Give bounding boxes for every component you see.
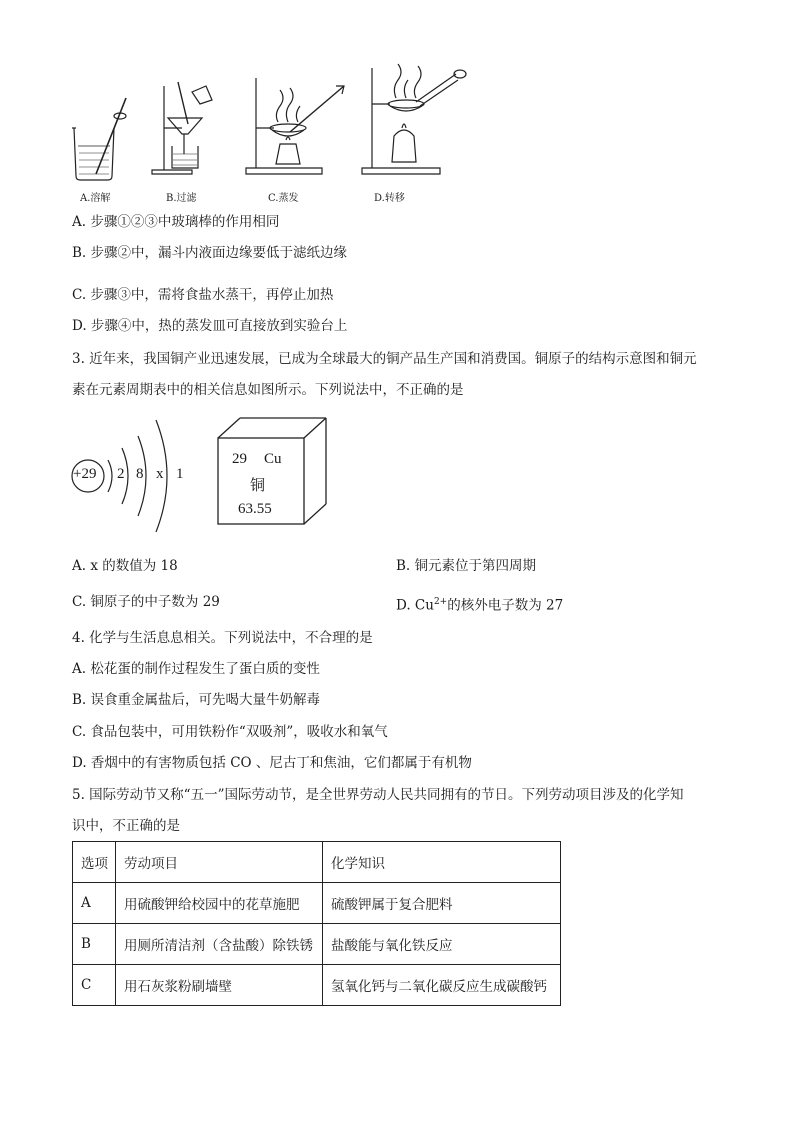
atomic-number: 29 <box>232 451 247 467</box>
q4-option-b: B. 误食重金属盐后，可先喝大量牛奶解毒 <box>72 692 321 708</box>
shell-4-count: 1 <box>176 466 184 482</box>
q4-option-a: A. 松花蛋的制作过程发生了蛋白质的变性 <box>72 661 320 677</box>
evaporation-drawing <box>246 78 344 174</box>
table-row <box>73 883 561 924</box>
table-cell: B <box>73 924 116 965</box>
header-option: 选项 <box>73 842 116 883</box>
nucleus-charge: +29 <box>73 466 97 482</box>
transfer-drawing <box>362 64 466 174</box>
q3-option-d-prefix: D. Cu <box>396 597 434 614</box>
table-cell: 用厕所清洁剂（含盐酸）除铁锈 <box>116 924 323 965</box>
q3-stem-line2: 素在元素周期表中的相关信息如图所示。下列说法中，不正确的是 <box>72 382 464 398</box>
caption-filter: B.过滤 <box>166 193 197 204</box>
q3-option-d-suffix: 的核外电子数为 27 <box>447 597 564 614</box>
copper-element-cube <box>214 414 330 530</box>
element-symbol: Cu <box>264 451 282 467</box>
table-cell: 用石灰浆粉刷墙壁 <box>116 965 323 1006</box>
element-name: 铜 <box>250 476 266 494</box>
q2-option-b: B. 步骤②中，漏斗内液面边缘要低于滤纸边缘 <box>72 245 348 261</box>
labor-chemistry-table <box>72 841 561 1006</box>
dissolve-beaker-drawing <box>72 98 126 180</box>
q2-option-a: A. 步骤①②③中玻璃棒的作用相同 <box>72 214 280 230</box>
q4-option-c: C. 食品包装中，可用铁粉作“双吸剂”，吸收水和氧气 <box>72 724 388 740</box>
q2-option-c: C. 步骤③中，需将食盐水蒸干，再停止加热 <box>72 287 334 303</box>
q3-option-c: C. 铜原子的中子数为 29 <box>72 594 220 610</box>
filtration-drawing <box>152 82 212 174</box>
table-row <box>73 965 561 1006</box>
table-cell: 用硫酸钾给校园中的花草施肥 <box>116 883 323 924</box>
caption-transfer: D.转移 <box>374 193 405 204</box>
experiment-apparatus-figure <box>60 58 480 188</box>
table-cell: 硫酸钾属于复合肥料 <box>323 883 561 924</box>
shell-3-count: x <box>156 466 164 482</box>
q4-stem: 4. 化学与生活息息相关。下列说法中，不合理的是 <box>72 630 373 646</box>
caption-evaporate: C.蒸发 <box>268 193 299 204</box>
shell-2-count: 8 <box>136 466 144 482</box>
header-chemistry-knowledge: 化学知识 <box>323 842 561 883</box>
atomic-mass: 63.55 <box>238 501 272 517</box>
table-cell: A <box>73 883 116 924</box>
header-labor-item: 劳动项目 <box>116 842 323 883</box>
table-row <box>73 924 561 965</box>
table-cell: 氢氧化钙与二氧化碳反应生成碳酸钙 <box>323 965 561 1006</box>
q3-stem-line1: 3. 近年来，我国铜产业迅速发展，已成为全球最大的铜产品生产国和消费国。铜原子的结构示意图和铜元 <box>72 351 697 367</box>
table-cell: C <box>73 965 116 1006</box>
q3-option-b: B. 铜元素位于第四周期 <box>396 558 537 574</box>
q5-stem-line2: 识中，不正确的是 <box>72 818 180 834</box>
shell-1-count: 2 <box>117 466 125 482</box>
q2-option-d: D. 步骤④中，热的蒸发皿可直接放到实验台上 <box>72 318 348 334</box>
caption-dissolve: A.溶解 <box>80 193 111 204</box>
table-cell: 盐酸能与氧化铁反应 <box>323 924 561 965</box>
q3-option-d <box>396 593 563 615</box>
table-header-row <box>73 842 561 883</box>
q3-option-d-charge: 2+ <box>433 597 448 607</box>
q3-option-a: A. x 的数值为 18 <box>72 558 178 574</box>
q5-stem-line1: 5. 国际劳动节又称“五一”国际劳动节，是全世界劳动人民共同拥有的节日。下列劳动项目涉及的化学知 <box>72 787 684 803</box>
q4-option-d: D. 香烟中的有害物质包括 CO 、尼古丁和焦油，它们都属于有机物 <box>72 755 472 771</box>
